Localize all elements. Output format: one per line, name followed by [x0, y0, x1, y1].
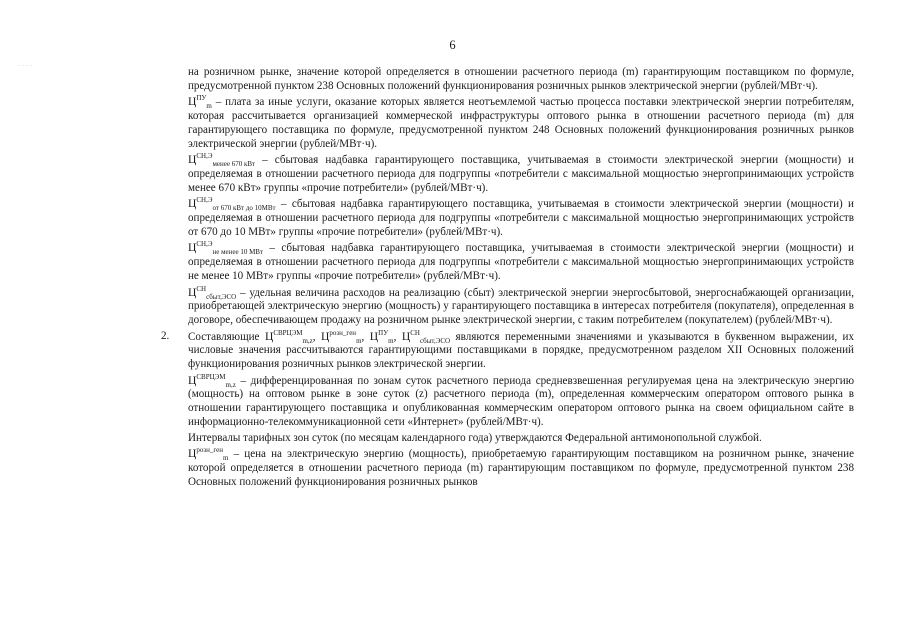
scan-noise-mark: ...... [18, 62, 33, 68]
definition-text: – сбытовая надбавка гарантирующего поставщика, учитываемая в стоимости электрической энергии (мощности) и определяемая в отношении расчетного периода для подгруппы «потребители с максимальной мощностью энергопринимающих устройств не менее 10 МВт» группы «прочие потребители» (рублей/МВт·ч). [188, 242, 854, 282]
page-number: 6 [449, 38, 456, 52]
definition-text: – удельная величина расходов на реализацию (сбыт) электрической энергии энергосбытовой, энергоснабжающей организации, приобретающей электрическую энергию (мощность) у гарантирующего поставщика в интересах потребителя (покупателя), определенная в договоре, обеспечивающем продажу на розничном рынке электрической энергии, с таким потребителем (покупателем) (рублей/МВт·ч). [188, 286, 854, 326]
paragraph-text: являются переменными значениями и указываются в буквенном выражении, их числовые значения рассчитываются гарантирующими поставщиками в порядке, предусмотренном разделом XII Основных положений функционирования розничных рынков электрической энергии. [188, 330, 855, 371]
definition-text: – цена на электрическую энергию (мощность), приобретаемую гарантирующим поставщиком на розничном рынке, значение которой определяется в отношении расчетного периода (m) гарантирующим поставщиком по формуле, предусмотренной пунктом 238 Основных положений функционирования розничных рынков [188, 448, 854, 488]
definition-paragraph [188, 286, 854, 328]
definition-text: – сбытовая надбавка гарантирующего поставщика, учитываемая в стоимости электрической энергии (мощности) и определяемая в отношении расчетного периода для подгруппы «потребители с максимальной мощностью энергопринимающих устройств менее 670 кВт» группы «прочие потребители» (рублей/МВт·ч). [188, 154, 854, 194]
document-body [161, 66, 855, 491]
paragraph [188, 66, 854, 93]
paragraph-intro: Составляющие [188, 330, 265, 343]
formula-symbol: $Ц^{СН}_{сбыт,ЭСО}$ [401, 328, 451, 345]
definition-text: – плата за иные услуги, оказание которых является неотъемлемой частью процесса поставки электрической энергии потребителям, которая рассчитывается организацией коммерческой инфраструктуры оптового рынка в отношении расчетного периода (m) для гарантирующего поставщика по формуле, предусмотренной пунктом 248 Основных положений функционирования розничных рынков электрической энергии (рублей/МВт·ч). [188, 96, 854, 150]
definition-text: – сбытовая надбавка гарантирующего поставщика, учитываемая в стоимости электрической энергии (мощности) и определяемая в отношении расчетного периода для подгруппы «потребители с максимальной мощностью энергопринимающих устройств от 670 до 10 МВт» группы «прочие потребители» (рублей/МВт·ч). [188, 198, 854, 238]
formula-symbol: $Ц^{СН}_{сбыт,ЭСО}$ [188, 284, 237, 301]
formula-symbol: $Ц^{СВРЦЭМ}_{m,z}$ [188, 372, 236, 389]
formula-symbol: $Ц^{ПУ}_m$ [188, 94, 212, 111]
formula-symbol: $Ц^{СН,Э}_{менее 670 кВт}$ [188, 152, 256, 169]
definition-paragraph [188, 241, 854, 283]
list-number: 2. [161, 329, 170, 342]
paragraph-text: Интервалы тарифных зон суток (по месяцам календарного года) утверждаются Федеральной антимонопольной службой. [188, 431, 762, 444]
definition-paragraph [188, 197, 854, 239]
definition-text: – дифференцированная по зонам суток расчетного периода средневзвешенная регулируемая цена на электрическую энергию (мощность) на оптовом рынке в зоне суток (z) расчетного периода (m), определенная коммерческим оператором оптового рынка в отношении гарантирующего поставщика и опубликованная коммерческим оператором оптового рынка на своем официальном сайте в информационно-телекоммуникационной сети «Интернет» (рублей/МВт·ч). [188, 374, 854, 428]
formula-symbol: $Ц^{розн\_ген}_m$ [188, 446, 229, 463]
formula-symbol: $Ц^{СВРЦЭМ}_{m,z}$ [264, 328, 313, 345]
numbered-paragraph: 2. Составляющие $Ц^{СВРЦЭМ}_{m,z}$, $Ц^{розн\_ген}_m$, $Ц^{ПУ}_m$, $Ц^{СН}_{сбыт,ЭСО}$ являются переменными значениями и указываются в буквенном выражении, их числовые значения рассчитываются гарантирующими поставщиками в порядке, предусмотренном разделом XII Основных положений функционирования розничных рынков электрической энергии. [161, 328, 855, 371]
definition-paragraph [188, 447, 854, 489]
paragraph-text: на розничном рынке, значение которой определяется в отношении расчетного периода (m) гарантирующим поставщиком по формуле, предусмотренной пунктом 238 Основных положений функционирования розничных рынков электрической энергии (рублей/МВт·ч). [188, 66, 854, 92]
definition-paragraph [188, 374, 854, 430]
definition-paragraph [188, 95, 854, 151]
definition-paragraph [188, 153, 854, 195]
formula-symbol: $Ц^{СН,Э}_{от 670 кВт до 10МВт}$ [188, 196, 276, 213]
formula-symbol: $Ц^{СН,Э}_{не менее 10 МВт}$ [188, 240, 264, 257]
formula-symbol: $Ц^{ПУ}_m$ [369, 328, 394, 345]
paragraph [188, 432, 854, 446]
formula-symbol: $Ц^{розн\_ген}_m$ [321, 328, 362, 345]
